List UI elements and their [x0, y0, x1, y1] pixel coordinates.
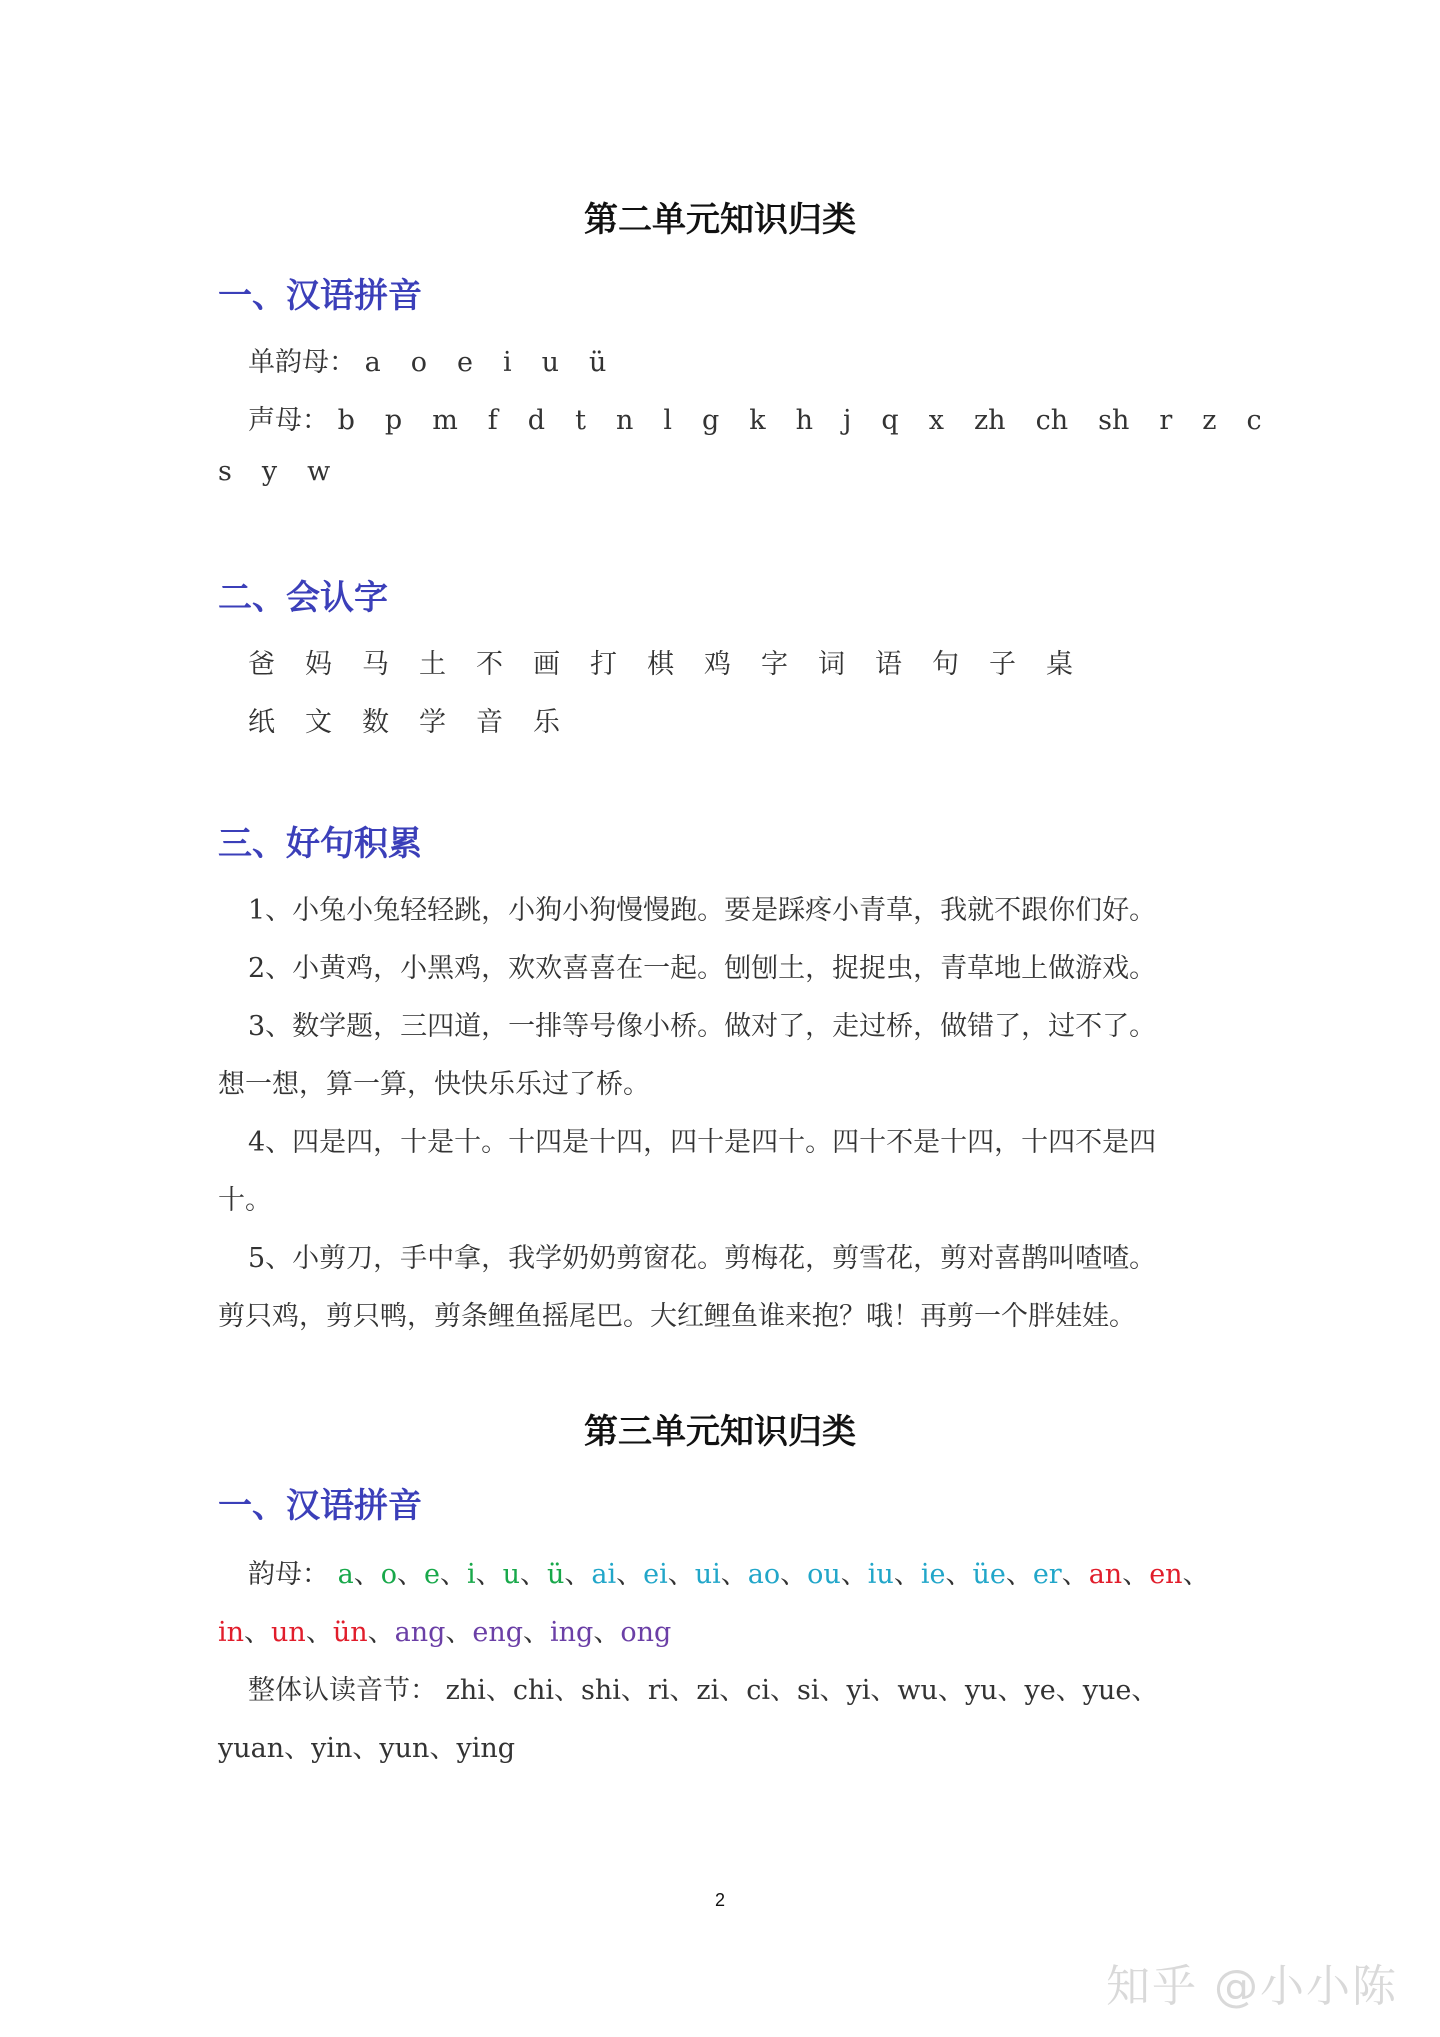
initial: n: [615, 405, 634, 436]
initial: z: [1202, 405, 1217, 436]
character: 爸: [248, 649, 275, 680]
unit2-pinyin-heading: 一、汉语拼音: [218, 276, 422, 316]
final: ei: [643, 1559, 668, 1590]
finals-label: 韵母：: [248, 1559, 329, 1590]
sentence-5-cont: 剪只鸡，剪只鸭，剪条鲤鱼摇尾巴。大红鲤鱼谁来抱？哦！再剪一个胖娃娃。: [218, 1301, 1136, 1332]
character: 文: [305, 707, 332, 738]
final: ü: [546, 1559, 565, 1590]
separator: 、: [519, 1559, 547, 1590]
separator: 、: [667, 1559, 695, 1590]
initial: t: [575, 405, 586, 436]
final: iu: [867, 1559, 894, 1590]
character: 语: [875, 649, 902, 680]
initials-line-cont: [218, 456, 360, 487]
sentence-2: 2、小黄鸡，小黑鸡，欢欢喜喜在一起。刨刨土，捉捉虫，青草地上做游戏。: [248, 953, 1157, 984]
single-final: o: [410, 347, 427, 378]
character: 画: [533, 649, 560, 680]
initial: x: [928, 405, 944, 436]
initial: y: [261, 456, 278, 487]
separator: 、: [445, 1617, 473, 1648]
character: 土: [419, 649, 446, 680]
page-number: 2: [714, 1890, 725, 1910]
sentence-3-cont: 想一想，算一算，快快乐乐过了桥。: [218, 1069, 650, 1100]
unit2-title: 第二单元知识归类: [584, 200, 856, 240]
initials-list-cont: [218, 456, 360, 487]
character: 不: [476, 649, 503, 680]
separator: 、: [353, 1559, 381, 1590]
initials-line: [248, 398, 1292, 437]
character: 句: [932, 649, 959, 680]
separator: 、: [1061, 1559, 1089, 1590]
separator: 、: [945, 1559, 973, 1590]
character: 学: [419, 707, 446, 738]
whole-syllables-line: [248, 1668, 1158, 1707]
initial: ch: [1035, 405, 1069, 436]
final: ui: [694, 1559, 721, 1590]
character: 打: [590, 649, 617, 680]
watermark: 知乎 @小小陈: [1106, 1961, 1398, 2012]
final: ong: [620, 1617, 672, 1648]
finals-line-cont: [218, 1610, 671, 1649]
single-final: ü: [588, 347, 607, 378]
sentence-5: 5、小剪刀，手中拿，我学奶奶剪窗花。剪梅花，剪雪花，剪对喜鹊叫喳喳。: [248, 1243, 1157, 1274]
final: o: [380, 1559, 397, 1590]
finals-list-cont: [218, 1617, 671, 1648]
characters-line-2: [248, 700, 590, 739]
separator: 、: [780, 1559, 808, 1590]
final: ie: [920, 1559, 946, 1590]
finals-line: [248, 1552, 1210, 1591]
separator: 、: [305, 1617, 333, 1648]
initial: c: [1246, 405, 1262, 436]
separator: 、: [1005, 1559, 1033, 1590]
final: an: [1088, 1559, 1123, 1590]
separator: 、: [523, 1617, 551, 1648]
single-final: a: [364, 347, 381, 378]
final: ou: [807, 1559, 841, 1590]
initial: m: [432, 405, 458, 436]
separator: 、: [616, 1559, 644, 1590]
separator: 、: [893, 1559, 921, 1590]
initial: p: [384, 405, 403, 436]
final: un: [271, 1617, 306, 1648]
separator: 、: [439, 1559, 467, 1590]
initial: k: [749, 405, 766, 436]
initial: r: [1159, 405, 1173, 436]
character: 马: [362, 649, 389, 680]
whole-syllables-list: zhi、chi、shi、ri、zi、ci、si、yi、wu、yu、ye、yue、: [445, 1675, 1159, 1706]
single-final: i: [502, 347, 512, 378]
initials-list: [338, 405, 1292, 436]
character: 乐: [533, 707, 560, 738]
initials-label: 声母：: [248, 405, 329, 436]
character: 鸡: [704, 649, 731, 680]
sentence-4: 4、四是四，十是十。十四是十四，四十是四十。四十不是十四，十四不是四: [248, 1127, 1157, 1158]
initial: d: [527, 405, 546, 436]
single-finals-label: 单韵母：: [248, 347, 356, 378]
sentence-4-cont: 十。: [218, 1185, 272, 1216]
separator: 、: [244, 1617, 272, 1648]
final: a: [337, 1559, 354, 1590]
character: 棋: [647, 649, 674, 680]
character: 数: [362, 707, 389, 738]
separator: 、: [564, 1559, 592, 1590]
character: 音: [476, 707, 503, 738]
single-final: e: [456, 347, 473, 378]
final: e: [423, 1559, 440, 1590]
final: üe: [972, 1559, 1006, 1590]
whole-syllables-line-cont: yuan、yin、yun、ying: [218, 1733, 515, 1764]
final: en: [1149, 1559, 1183, 1590]
unit2-sentences-heading: 三、好句积累: [218, 824, 422, 864]
initial: sh: [1098, 405, 1130, 436]
character: 子: [989, 649, 1016, 680]
initial: l: [663, 405, 672, 436]
finals-list: [338, 1559, 1210, 1590]
final: i: [466, 1559, 476, 1590]
initial: g: [701, 405, 720, 436]
final: ao: [747, 1559, 781, 1590]
final: ing: [550, 1617, 594, 1648]
single-final: u: [541, 347, 559, 378]
final: ang: [394, 1617, 446, 1648]
initial: j: [843, 405, 852, 436]
final: ai: [591, 1559, 617, 1590]
single-finals-list: [365, 347, 637, 378]
whole-syllables-label: 整体认读音节：: [248, 1675, 437, 1706]
final: eng: [472, 1617, 524, 1648]
sentence-1: 1、小兔小兔轻轻跳，小狗小狗慢慢跑。要是踩疼小青草，我就不跟你们好。: [248, 895, 1157, 926]
initial: b: [337, 405, 355, 436]
unit3-title: 第三单元知识归类: [584, 1412, 856, 1452]
final: er: [1032, 1559, 1062, 1590]
character: 词: [818, 649, 845, 680]
unit3-pinyin-heading: 一、汉语拼音: [218, 1486, 422, 1526]
initial: s: [218, 456, 232, 487]
character: 纸: [248, 707, 275, 738]
initial: h: [795, 405, 814, 436]
unit2-characters-heading: 二、会认字: [218, 578, 388, 618]
initial: w: [307, 456, 331, 487]
character: 字: [761, 649, 788, 680]
separator: 、: [593, 1617, 621, 1648]
separator: 、: [475, 1559, 503, 1590]
separator: 、: [367, 1617, 395, 1648]
final: in: [218, 1617, 245, 1648]
initial: q: [881, 405, 899, 436]
initial: zh: [973, 405, 1006, 436]
separator: 、: [1122, 1559, 1150, 1590]
separator: 、: [840, 1559, 868, 1590]
sentence-3: 3、数学题，三四道，一排等号像小桥。做对了，走过桥，做错了，过不了。: [248, 1011, 1157, 1042]
separator: 、: [720, 1559, 748, 1590]
initial: f: [487, 405, 498, 436]
characters-line-1: [248, 642, 1103, 681]
final: u: [502, 1559, 520, 1590]
character: 妈: [305, 649, 332, 680]
separator: 、: [396, 1559, 424, 1590]
final: ün: [332, 1617, 368, 1648]
separator: 、: [1182, 1559, 1210, 1590]
single-finals-line: [248, 340, 636, 379]
character: 桌: [1046, 649, 1073, 680]
